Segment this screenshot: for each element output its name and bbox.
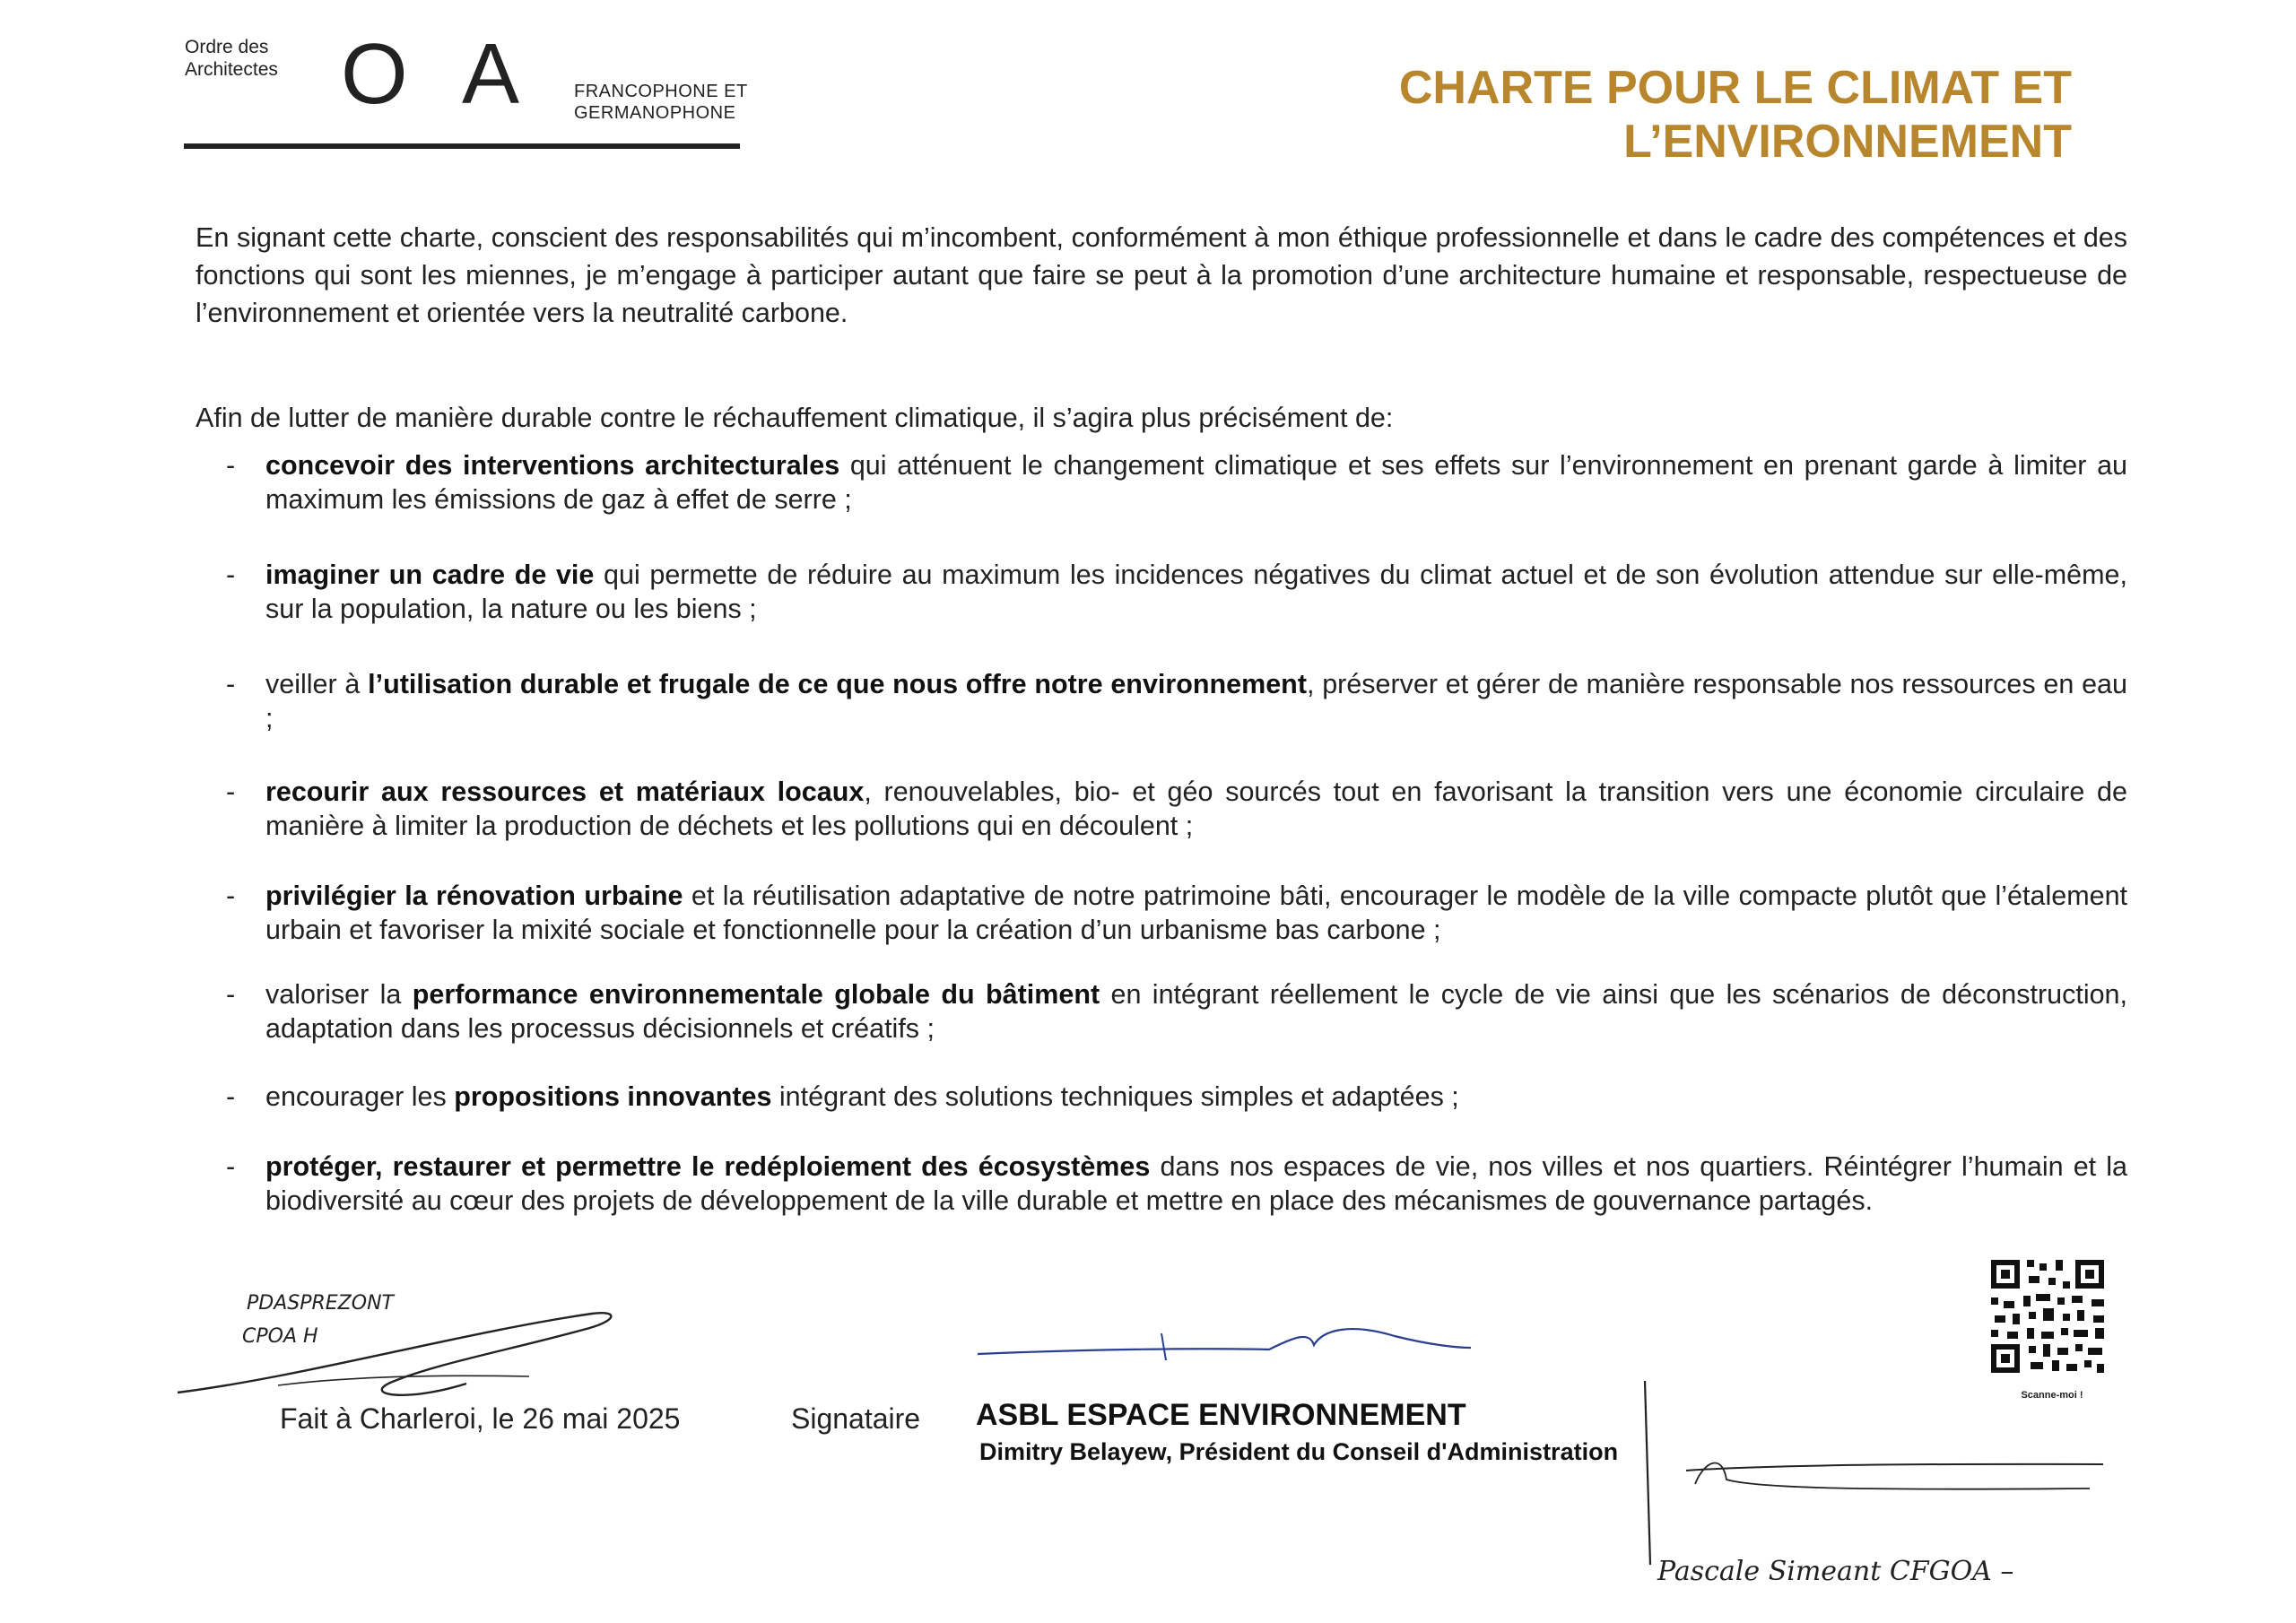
list-item-text: imaginer un cadre de vie qui permette de réduire au maximum les incidences négatives du climat actuel et de son évolution attendue sur elle-même, sur la population, la nature ou les biens ; — [265, 560, 2127, 624]
bold-phrase: imaginer un cadre de vie — [265, 560, 595, 590]
title-line: CHARTE POUR LE CLIMAT ET — [1398, 62, 2072, 114]
bold-phrase: l’utilisation durable et frugale de ce que nous offre notre environnement — [368, 669, 1307, 699]
handwritten-text: CPOA H — [242, 1325, 318, 1348]
signature-stroke — [1161, 1333, 1166, 1360]
logo-mark-a: A — [462, 26, 520, 122]
bold-phrase: recourir aux ressources et matériaux locaux — [265, 777, 865, 807]
title-line: L’ENVIRONNEMENT — [1623, 116, 2072, 168]
logo-line: FRANCOPHONE ET — [574, 82, 748, 101]
logo-text-left — [185, 36, 278, 81]
signature-stroke — [1645, 1381, 1650, 1565]
qr-caption: Scanne-moi ! — [2021, 1390, 2083, 1401]
bullet-dash: - — [226, 669, 236, 699]
bold-phrase: protéger, restaurer et permettre le redéploiement des écosystèmes — [265, 1151, 1151, 1182]
signature-stroke — [278, 1376, 529, 1385]
logo-line: Ordre des — [185, 37, 269, 57]
list-item-text: veiller à l’utilisation durable et frugale de ce que nous offre notre environnement, préserver et gérer de manière responsable nos ressources en eau ; — [265, 669, 2127, 733]
bold-phrase: concevoir des interventions architecturales — [265, 450, 840, 481]
signatory-label: Signataire — [791, 1402, 921, 1435]
bullet-dash: - — [226, 1151, 236, 1182]
intro-paragraph: En signant cette charte, conscient des responsabilités qui m’incombent, conformément à mon éthique professionnelle et dans le cadre des compétences et des fonctions qui sont les miennes, je m’engage à participer autant que faire se peut à la promotion d’une architecture humaine et responsable, respectueuse de l’environnement et orientée vers la neutralité carbone. — [196, 222, 2127, 328]
lead-paragraph: Afin de lutter de manière durable contre le réchauffement climatique, il s’agira plus précisément de: — [196, 403, 1394, 433]
bullet-dash: - — [226, 881, 236, 911]
logo-underline — [184, 143, 740, 149]
signature-middle — [973, 1314, 1475, 1376]
bullet-dash: - — [226, 979, 236, 1010]
handwritten-text: Pascale Simeant CFGOA – — [1657, 1556, 2014, 1587]
bullet-dash: - — [226, 1081, 236, 1112]
list-item-text: encourager les propositions innovantes intégrant des solutions techniques simples et adaptées ; — [265, 1081, 1459, 1112]
logo-line: GERMANOPHONE — [574, 103, 736, 123]
handwritten-text: PDASPREZONT — [247, 1292, 394, 1315]
document-title — [1265, 61, 2072, 169]
signature-stroke — [1686, 1464, 2103, 1471]
logo-text-right — [574, 81, 748, 124]
list-item-text: protéger, restaurer et permettre le redéploiement des écosystèmes dans nos espaces de vie, nos villes et nos quartiers. Réintégrer l’humain et la biodiversité au cœur des projets de développement de la ville durable et mettre en place des mécanismes de gouvernance partagés. — [265, 1151, 2127, 1216]
bold-phrase: propositions innovantes — [454, 1081, 772, 1112]
organization-name: ASBL ESPACE ENVIRONNEMENT — [976, 1398, 1466, 1432]
logo-line: Architectes — [185, 59, 278, 80]
signature-left — [170, 1278, 637, 1412]
bold-phrase: privilégier la rénovation urbaine — [265, 881, 683, 911]
bullet-dash: - — [226, 777, 236, 807]
bullet-dash: - — [226, 560, 236, 590]
list-item-text: concevoir des interventions architecturales qui atténuent le changement climatique et ses effets sur l’environnement en prenant garde à limiter au maximum les émissions de gaz à effet de serre ; — [265, 450, 2127, 515]
bullet-dash: - — [226, 450, 236, 481]
list-item-text: privilégier la rénovation urbaine et la réutilisation adaptative de notre patrimoine bâti, encourager le modèle de la ville compacte plutôt que l’étalement urbain et favoriser la mixité sociale et fonctionnelle pour la création d’un urbanisme bas carbone ; — [265, 881, 2127, 945]
signature-stroke — [978, 1329, 1471, 1354]
list-item-text: valoriser la performance environnementale globale du bâtiment en intégrant réellement le cycle de vie ainsi que les scénarios de déconstruction, adaptation dans les processus décisionnels et créatifs ; — [265, 979, 2127, 1044]
list-item-text: recourir aux ressources et matériaux locaux, renouvelables, bio- et géo sourcés tout en favorisant la transition vers une économie circulaire de manière à limiter la production de déchets et les pollutions qui en découlent ; — [265, 777, 2127, 841]
logo-mark-o: O — [341, 26, 410, 122]
organization-representative: Dimitry Belayew, Président du Conseil d'Administration — [979, 1438, 1619, 1465]
bold-phrase: performance environnementale globale du bâtiment — [412, 979, 1100, 1010]
place-date: Fait à Charleroi, le 26 mai 2025 — [280, 1402, 681, 1435]
